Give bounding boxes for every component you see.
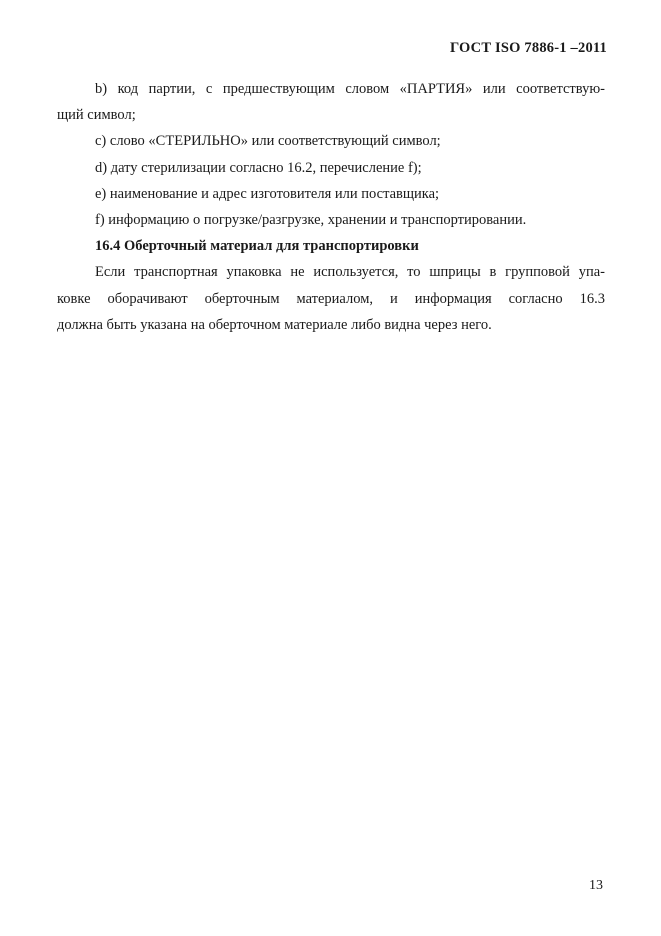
list-item-f: f) информацию о погрузке/разгрузке, хранении и транспортировании.: [95, 212, 527, 229]
list-item-b-line2: щий символ;: [57, 107, 136, 124]
list-item-b-line1: b) код партии, с предшествующим словом «ПАРТИЯ» или соответствую-: [95, 81, 605, 97]
page-content: [57, 76, 605, 338]
list-item-b: [57, 76, 605, 128]
section-body-line2: ковке оборачивают оберточным материалом, и информация согласно 16.3: [57, 290, 605, 307]
document-header: ГОСТ ISO 7886-1 –2011: [449, 40, 607, 56]
list-item-d: d) дату стерилизации согласно 16.2, перечисление f);: [95, 159, 422, 176]
section-body-line3: должна быть указана на оберточном материале либо видна через него.: [57, 316, 492, 333]
section-body-line1: Если транспортная упаковка не используется, то шприцы в групповой упа-: [95, 264, 605, 281]
list-item-c: c) слово «СТЕРИЛЬНО» или соответствующий символ;: [95, 133, 441, 150]
list-item-e: e) наименование и адрес изготовителя или поставщика;: [95, 185, 440, 202]
section-body: [57, 259, 605, 338]
section-title: 16.4 Оберточный материал для транспортировки: [95, 238, 419, 255]
page-number: 13: [589, 878, 603, 893]
